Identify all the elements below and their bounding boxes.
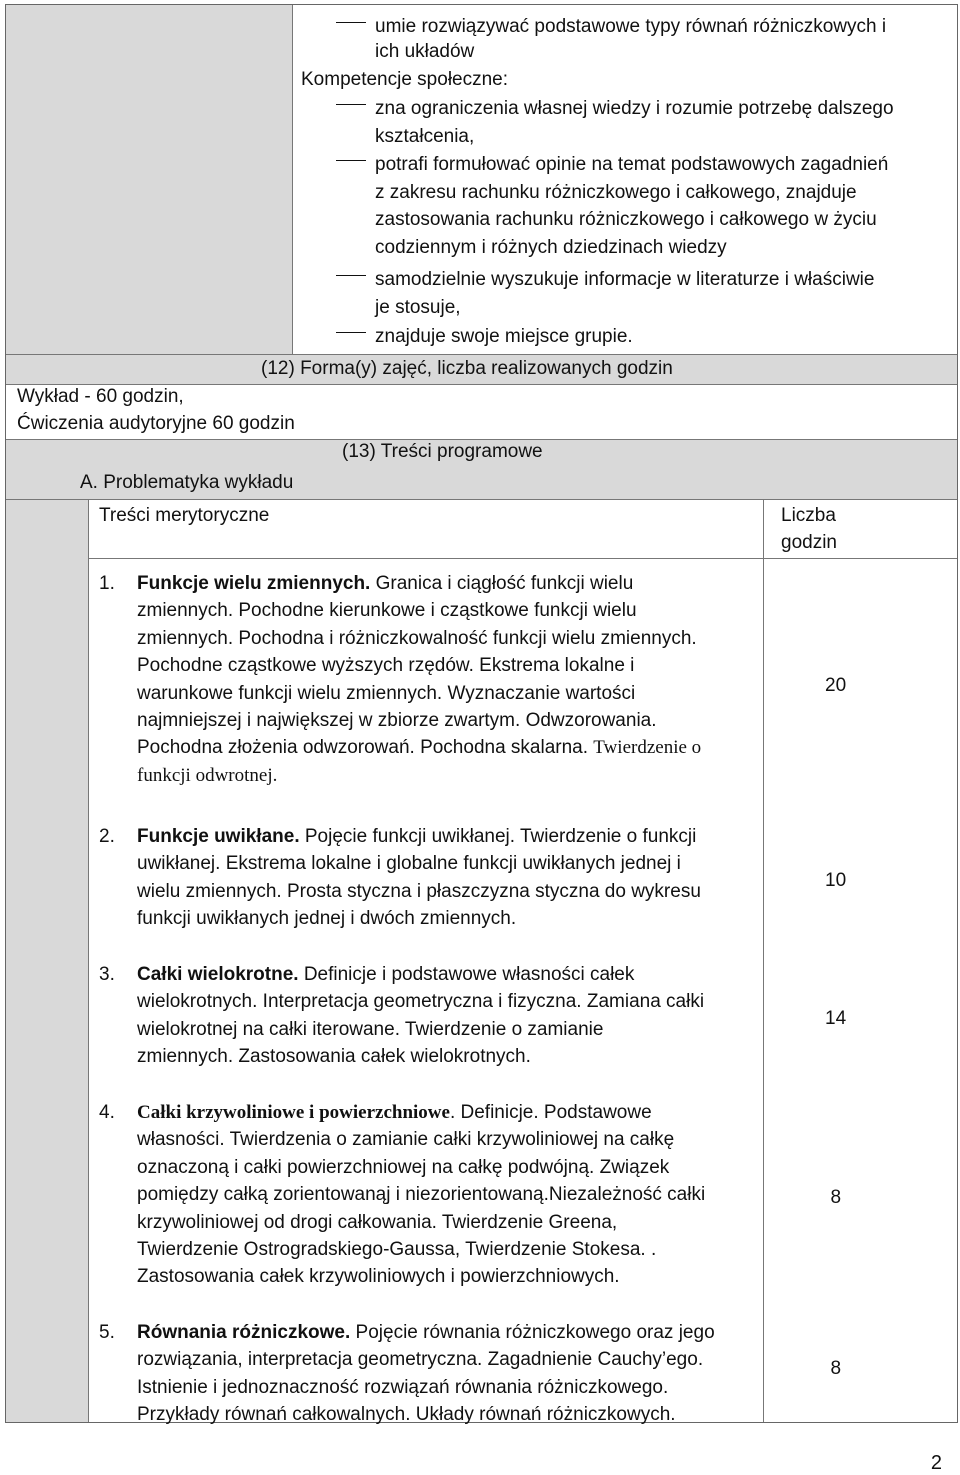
topic-line bbox=[137, 854, 681, 873]
topic-line bbox=[137, 601, 637, 620]
dash-bullet bbox=[336, 160, 366, 161]
topic-text: funkcji uwikłanych jednej i dwóch zmiennych. bbox=[137, 908, 517, 930]
hours-column-header: godzin bbox=[781, 532, 837, 553]
topic-title: Całki wielokrotne. bbox=[137, 964, 299, 985]
competence-line: potrafi formułować opinie na temat podstawowych zagadnień bbox=[375, 154, 889, 175]
competence-line: zna ograniczenia własnej wiedzy i rozumie potrzebę dalszego bbox=[375, 98, 894, 119]
competence-line: z zakresu rachunku różniczkowego i całkowego, znajduje bbox=[375, 181, 857, 203]
column-divider bbox=[763, 499, 764, 1422]
topic-number: 1. bbox=[99, 573, 115, 594]
topic-text: rozwiązania, interpretacja geometryczna. Zagadnienie Cauchy’ego. bbox=[137, 1349, 704, 1371]
dash-bullet bbox=[336, 332, 366, 333]
topic-line bbox=[137, 656, 634, 675]
topic-text: Zastosowania całek krzywoliniowych i powierzchniowych. bbox=[137, 1266, 620, 1288]
topic-number: 3. bbox=[99, 964, 115, 985]
topic-line bbox=[137, 629, 697, 648]
topic-line bbox=[137, 1323, 715, 1342]
topic-text: Pochodne cząstkowe wyższych rzędów. Ekstrema lokalne i bbox=[137, 655, 635, 677]
topic-line bbox=[137, 1020, 603, 1039]
topic-hours: 20 bbox=[825, 675, 847, 696]
competence-line: zastosowania rachunku różniczkowego i całkowego w życiu bbox=[375, 209, 877, 230]
social-competences-heading: Kompetencje społeczne: bbox=[301, 69, 509, 90]
dash-bullet bbox=[336, 22, 366, 23]
topic-text: warunkowe funkcji wielu zmiennych. Wyznaczanie wartości bbox=[137, 682, 636, 704]
topic-text: Twierdzenie o bbox=[593, 737, 702, 759]
topic-hours: 14 bbox=[825, 1008, 847, 1029]
topic-line bbox=[137, 827, 696, 846]
topic-text: wielu zmiennych. Prosta styczna i płaszczyzna styczna do wykresu bbox=[137, 880, 701, 902]
topic-line bbox=[137, 1103, 652, 1122]
topic-line bbox=[137, 965, 634, 984]
topic-line bbox=[137, 1185, 705, 1204]
topic-title: Całki krzywoliniowe i powierzchniowe bbox=[137, 1102, 450, 1123]
topic-hours: 8 bbox=[830, 1187, 842, 1208]
topic-line bbox=[137, 909, 516, 928]
row-divider bbox=[6, 499, 957, 500]
competence-line: codziennym i różnych dziedzinach wiedzy bbox=[375, 236, 727, 258]
topic-number: 5. bbox=[99, 1322, 115, 1343]
topic-line bbox=[137, 1240, 656, 1259]
topic-line bbox=[137, 1378, 668, 1397]
topic-line bbox=[137, 766, 277, 785]
left-gray-column bbox=[6, 5, 292, 354]
content-column-header: Treści merytoryczne bbox=[99, 505, 270, 526]
topic-text: oznaczoną i całki powierzchniowej na całkę podwójną. Związek bbox=[137, 1156, 670, 1178]
topic-line bbox=[137, 1213, 617, 1232]
dash-bullet bbox=[336, 104, 366, 105]
topic-text: pomiędzy całką zorientowanąj i niezorientowaną.Niezależność całki bbox=[137, 1184, 706, 1206]
topic-line bbox=[137, 684, 635, 703]
competence-skill-line: ich układów bbox=[375, 41, 475, 62]
topic-text: krzywoliniowej od drogi całkowania. Twierdzenie Greena, bbox=[137, 1211, 618, 1233]
topic-text: wielokrotnej na całki iterowane. Twierdzenie o zamianie bbox=[137, 1018, 604, 1040]
competence-line: je stosuje, bbox=[375, 296, 461, 318]
topic-text: funkcji odwrotnej. bbox=[137, 764, 278, 786]
program-heading: (13) Treści programowe bbox=[342, 441, 543, 462]
topic-number: 2. bbox=[99, 826, 115, 847]
column-divider bbox=[292, 5, 293, 354]
topic-line bbox=[137, 1158, 669, 1177]
topic-text: Pojęcie równania różniczkowego oraz jego bbox=[350, 1322, 715, 1343]
topic-text: wielokrotnych. Interpretacja geometryczna i fizyczna. Zamiana całki bbox=[137, 991, 705, 1013]
column-divider bbox=[88, 499, 89, 1422]
topic-line bbox=[137, 1267, 620, 1286]
topic-text: Twierdzenie Ostrogradskiego-Gaussa, Twierdzenie Stokesa. . bbox=[137, 1239, 657, 1260]
page-number: 2 bbox=[930, 1452, 942, 1474]
topic-title: Funkcje uwikłane. bbox=[137, 826, 300, 847]
topic-text: Granica i ciągłość funkcji wielu bbox=[370, 573, 634, 594]
document-page bbox=[5, 4, 958, 1426]
topic-line bbox=[137, 1130, 674, 1149]
topic-text: Definicje i podstawowe własności całek bbox=[298, 964, 635, 985]
topic-line bbox=[137, 574, 633, 593]
row-divider bbox=[88, 558, 957, 559]
topic-text: zmiennych. Pochodne kierunkowe i cząstkowe funkcji wielu bbox=[137, 600, 637, 622]
topic-text: Pochodna złożenia odwzorowań. Pochodna skalarna. bbox=[137, 737, 594, 759]
topic-text: zmiennych. Pochodna i różniczkowalność funkcji wielu zmiennych. bbox=[137, 627, 697, 649]
row-divider bbox=[6, 384, 957, 385]
forms-heading: (12) Forma(y) zajęć, liczba realizowanych godzin bbox=[261, 358, 673, 379]
topic-text: Istnienie i jednoznaczność rozwiązań równania różniczkowego. bbox=[137, 1376, 669, 1398]
topic-line bbox=[137, 738, 701, 757]
topic-text: . Definicje. Podstawowe bbox=[449, 1102, 652, 1123]
topic-hours: 10 bbox=[825, 870, 847, 891]
topic-text: Pojęcie funkcji uwikłanej. Twierdzenie o funkcji bbox=[299, 826, 697, 847]
forms-exercises-line: Ćwiczenia audytoryjne 60 godzin bbox=[17, 413, 295, 434]
topic-number: 4. bbox=[99, 1102, 115, 1123]
topic-title: Równania różniczkowe. bbox=[137, 1322, 351, 1343]
left-gray-strip bbox=[6, 500, 88, 1422]
topic-line bbox=[137, 1047, 531, 1066]
dash-bullet bbox=[336, 275, 366, 276]
competence-line: znajduje swoje miejsce grupie. bbox=[375, 326, 633, 347]
topic-text: uwikłanej. Ekstrema lokalne i globalne funkcji uwikłanych jednej i bbox=[137, 853, 681, 875]
lecture-problems-subheading: A. Problematyka wykładu bbox=[80, 472, 294, 493]
competence-line: samodzielnie wyszukuje informacje w literaturze i właściwie bbox=[375, 269, 875, 290]
topic-text: zmiennych. Zastosowania całek wielokrotnych. bbox=[137, 1046, 531, 1068]
topic-text: własności. Twierdzenia o zamianie całki krzywoliniowej na całkę bbox=[137, 1129, 675, 1151]
topic-line bbox=[137, 1405, 676, 1424]
hours-column-header: Liczba bbox=[781, 505, 836, 526]
topic-text: Przykłady równań całkowalnych. Układy równań różniczkowych. bbox=[137, 1404, 676, 1426]
competence-line: kształcenia, bbox=[375, 125, 475, 147]
topic-text: najmniejszej i największej w zbiorze zwartym. Odwzorowania. bbox=[137, 710, 657, 731]
topic-line bbox=[137, 1350, 703, 1369]
topic-title: Funkcje wielu zmiennych. bbox=[137, 573, 371, 594]
topic-line bbox=[137, 992, 704, 1011]
topic-line bbox=[137, 711, 657, 730]
topic-hours: 8 bbox=[830, 1358, 842, 1379]
forms-lecture-line: Wykład - 60 godzin, bbox=[17, 386, 184, 407]
competence-skill-line: umie rozwiązywać podstawowe typy równań różniczkowych i bbox=[375, 16, 887, 37]
topic-line bbox=[137, 882, 701, 901]
